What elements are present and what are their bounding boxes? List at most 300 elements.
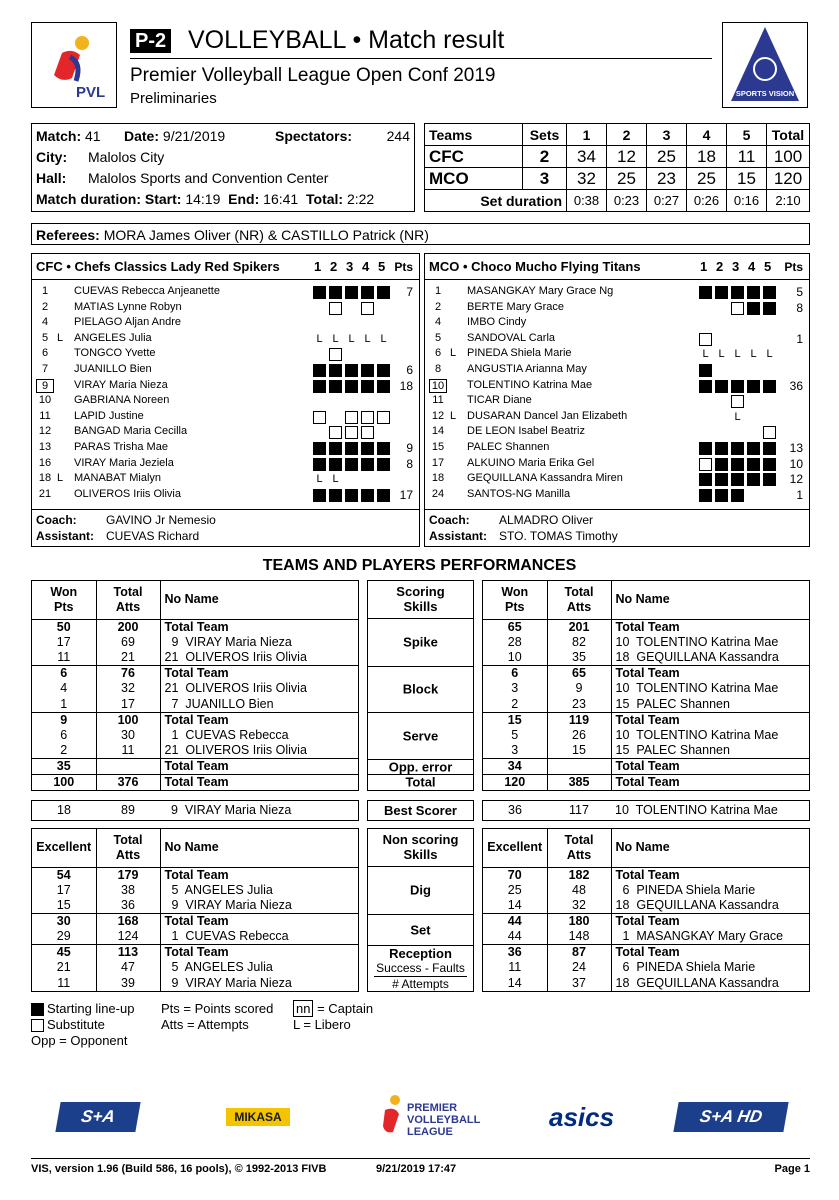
perf-won: 50	[32, 619, 96, 635]
libero-set-marker: L	[316, 332, 323, 345]
substitute-icon	[329, 348, 342, 361]
coach-label: Coach:	[36, 513, 77, 527]
player-number: 17	[431, 456, 445, 469]
perf-total: 100	[96, 712, 160, 728]
skill-name: Reception	[389, 945, 452, 961]
libero-set-marker: L	[718, 348, 725, 361]
libero-set-marker: L	[734, 348, 741, 361]
perf-row	[32, 976, 358, 992]
perf-player: 5 ANGELES Julia	[164, 882, 273, 897]
best-scorer-cell: 89	[121, 803, 135, 817]
perf-player: 5 ANGELES Julia	[164, 960, 273, 975]
score-cfc-set4: 18	[687, 146, 727, 168]
player-name: BERTE Mary Grace	[467, 300, 564, 313]
starting-lineup-icon	[377, 380, 390, 393]
pvl-logo	[31, 22, 117, 108]
skill-name: Set	[410, 922, 431, 937]
substitute-icon	[731, 302, 744, 315]
libero-set-marker: L	[316, 473, 323, 486]
score-head-set4: 4	[687, 124, 727, 146]
player-name: CUEVAS Rebecca Anjeanette	[74, 285, 220, 297]
total-duration: 2:10	[767, 190, 810, 212]
set1-duration: 0:38	[567, 190, 607, 212]
starting-lineup-icon	[345, 458, 358, 471]
perf-total: 35	[547, 650, 611, 666]
perf-row	[32, 635, 358, 651]
perf-total: 113	[96, 945, 160, 961]
perf-header-cell: No Name	[160, 581, 358, 619]
player-name: MANABAT Mialyn	[74, 472, 162, 485]
player-number: 21	[38, 487, 52, 500]
player-name: PINEDA Shiela Marie	[467, 347, 572, 360]
perf-won: 25	[483, 883, 547, 899]
sponsor-asics-logo: asics	[549, 1102, 615, 1132]
perf-total	[96, 759, 160, 775]
team-name: CFC • Chefs Classics Lady Red Spikers	[36, 259, 280, 274]
perf-player: Total Team	[615, 619, 680, 634]
perf-total: 48	[547, 883, 611, 899]
referees-bar	[31, 223, 810, 245]
starting-lineup-icon	[313, 489, 326, 502]
substitute-icon	[763, 426, 776, 439]
player-name: SANTOS-NG Manilla	[467, 487, 571, 500]
player-name: DE LEON Isabel Beatriz	[467, 425, 585, 438]
player-points: 36	[789, 378, 803, 393]
starting-lineup-icon	[361, 286, 374, 299]
coach-rule	[32, 509, 419, 510]
coach-rule	[425, 509, 809, 510]
perf-total: 385	[547, 775, 611, 791]
skill-name: Block	[402, 681, 439, 697]
player-number: 14	[431, 425, 445, 438]
referees-label: Referees:	[36, 227, 100, 243]
perf-won: 100	[32, 775, 96, 791]
perf-row	[483, 867, 809, 883]
player-name: GEQUILLANA Kassandra Miren	[467, 472, 623, 485]
perf-row	[32, 883, 358, 899]
libero-marker: L	[450, 347, 457, 360]
match-date-row: Date: 9/21/2019	[124, 128, 226, 144]
score-cfc-set5: 11	[727, 146, 767, 168]
perf-header-cell: Total Atts	[96, 581, 160, 619]
starting-lineup-icon	[361, 458, 374, 471]
player-points: 1	[796, 487, 803, 502]
starting-lineup-icon	[313, 380, 326, 393]
score-sets-cfc: 2	[523, 146, 567, 168]
skills-column	[367, 580, 474, 791]
perf-row	[32, 898, 358, 914]
perf-total: 11	[96, 743, 160, 759]
perf-header-cell: No Name	[611, 581, 809, 619]
perf-player: Total Team	[615, 867, 680, 882]
perf-player: 18 GEQUILLANA Kassandra	[615, 898, 779, 912]
perf-total: 17	[96, 697, 160, 713]
starting-lineup-icon	[747, 458, 760, 471]
player-number: 2	[434, 300, 442, 313]
perf-total: 26	[547, 728, 611, 744]
legend-captain: = Captain	[317, 1001, 374, 1016]
perf-won: 120	[483, 775, 547, 791]
player-number: 10	[38, 394, 52, 407]
perf-header-cell: Total Atts	[96, 829, 160, 867]
player-points: 6	[406, 363, 413, 377]
player-number: 2	[41, 300, 49, 313]
perf-won: 65	[483, 619, 547, 635]
perf-won: 45	[32, 945, 96, 961]
perf-row	[32, 728, 358, 744]
starting-lineup-icon	[329, 489, 342, 502]
starting-lineup-icon	[715, 458, 728, 471]
perf-total: 87	[547, 945, 611, 961]
perf-row	[32, 929, 358, 945]
score-head-set3: 3	[647, 124, 687, 146]
score-mco-set3: 23	[647, 168, 687, 190]
starting-lineup-icon	[377, 442, 390, 455]
perf-total: 376	[96, 775, 160, 791]
perf-won: 44	[483, 914, 547, 930]
doc-code: P-2	[130, 29, 171, 53]
legend-libero: L = Libero	[293, 1017, 351, 1032]
perf-won: 21	[32, 960, 96, 976]
player-name: PALEC Shannen	[467, 441, 550, 453]
perf-player: 9 VIRAY Maria Nieza	[164, 975, 292, 990]
starting-lineup-icon	[329, 286, 342, 299]
starting-lineup-icon	[747, 442, 760, 455]
player-points: 1	[796, 331, 803, 346]
set-col-header: 4	[362, 259, 370, 274]
substitute-icon	[31, 1019, 44, 1032]
player-number: 9	[36, 379, 54, 393]
skill-subtitle: # Attempts	[392, 976, 449, 991]
best-scorer-left	[31, 800, 359, 821]
perf-player: 9 VIRAY Maria Nieza	[164, 634, 292, 649]
city-label: City:	[36, 149, 68, 165]
substitute-icon	[329, 302, 342, 315]
player-number: 8	[434, 363, 442, 375]
starting-lineup-icon	[731, 442, 744, 455]
starting-lineup-icon	[329, 458, 342, 471]
perf-row	[32, 697, 358, 713]
starting-lineup-icon	[329, 380, 342, 393]
player-number: 18	[38, 472, 52, 485]
score-mco-set4: 25	[687, 168, 727, 190]
perf-row	[483, 743, 809, 759]
substitute-icon	[345, 411, 358, 424]
coach-name: GAVINO Jr Nemesio	[106, 513, 216, 527]
libero-set-marker: L	[766, 348, 773, 361]
perf-row	[483, 712, 809, 728]
player-name: PARAS Trisha Mae	[74, 441, 168, 453]
best-scorer-cell: 18	[57, 803, 71, 817]
title-rule	[130, 58, 712, 59]
player-name: ANGELES Julia	[74, 331, 152, 344]
perf-player: Total Team	[160, 914, 358, 930]
starting-lineup-icon	[699, 380, 712, 393]
player-name: JUANILLO Bien	[74, 363, 152, 375]
player-number: 1	[41, 285, 49, 297]
starting-lineup-icon	[329, 364, 342, 377]
player-name: BANGAD Maria Cecilla	[74, 425, 188, 438]
skill-cell	[368, 945, 473, 992]
footer-timestamp: 9/21/2019 17:47	[376, 1163, 457, 1175]
match-duration-row: Match duration: Start: 14:19 End: 16:41 Total: 2:22	[36, 191, 375, 207]
player-number: 6	[434, 347, 442, 360]
perf-won: 11	[32, 650, 96, 666]
perf-player: 10 TOLENTINO Katrina Mae	[615, 681, 779, 696]
perf-header-cell: Excellent	[483, 829, 547, 867]
legend-atts: Atts = Attempts	[161, 1017, 249, 1032]
perf-total: 200	[96, 619, 160, 635]
match-info-panel	[31, 123, 415, 212]
perf-player: 10 TOLENTINO Katrina Mae	[615, 634, 779, 649]
perf-row	[483, 666, 809, 682]
right-performance-table	[482, 828, 810, 992]
starting-lineup-icon	[345, 286, 358, 299]
assistant-label: Assistant:	[36, 529, 95, 543]
perf-header-cell: Won Pts	[483, 581, 547, 619]
score-mco-set5: 15	[727, 168, 767, 190]
perf-total: 82	[547, 635, 611, 651]
skill-cell	[368, 774, 473, 790]
legend-opp: Opp = Opponent	[31, 1033, 128, 1048]
perf-won: 6	[483, 666, 547, 682]
starting-lineup-icon	[699, 286, 712, 299]
player-number: 6	[41, 347, 49, 360]
starting-lineup-icon	[747, 286, 760, 299]
set4-duration: 0:26	[687, 190, 727, 212]
perf-player: 7 JUANILLO Bien	[164, 696, 274, 711]
set2-duration: 0:23	[607, 190, 647, 212]
footer-rule	[31, 1158, 810, 1159]
perf-won: 30	[32, 914, 96, 930]
score-table	[424, 123, 810, 212]
player-points: 5	[796, 285, 803, 299]
perf-won: 4	[32, 681, 96, 697]
player-number: 7	[41, 363, 49, 375]
perf-row	[483, 619, 809, 635]
perf-won: 28	[483, 635, 547, 651]
player-name: LAPID Justine	[74, 409, 144, 422]
perf-player: 6 PINEDA Shiela Marie	[615, 882, 756, 897]
substitute-icon	[361, 302, 374, 315]
sponsor-sa-logo: S+A	[55, 1102, 140, 1132]
perf-row	[32, 681, 358, 697]
starting-lineup-icon	[345, 489, 358, 502]
perf-row	[32, 759, 358, 775]
starting-lineup-icon	[699, 489, 712, 502]
perf-won: 44	[483, 929, 547, 945]
perf-row	[32, 743, 358, 759]
perf-won: 6	[32, 666, 96, 682]
libero-set-marker: L	[702, 348, 709, 361]
perf-header-cell: No Name	[160, 829, 358, 867]
player-name: ANGUSTIA Arianna May	[467, 363, 587, 375]
player-number: 12	[38, 425, 52, 438]
perf-won: 2	[483, 697, 547, 713]
perf-row	[483, 960, 809, 976]
starting-lineup-icon	[763, 442, 776, 455]
perf-won: 14	[483, 976, 547, 992]
perf-header-cell: Excellent	[32, 829, 96, 867]
player-number: 10	[429, 379, 447, 393]
perf-player: Total Team	[611, 775, 809, 791]
pvl-logo-graphic	[32, 23, 116, 107]
perf-won: 70	[483, 867, 547, 883]
score-sets-mco: 3	[523, 168, 567, 190]
set-col-header: 4	[748, 259, 756, 274]
set-col-header: 5	[378, 259, 386, 274]
starting-lineup-icon	[763, 458, 776, 471]
starting-lineup-icon	[313, 364, 326, 377]
starting-lineup-icon	[699, 473, 712, 486]
match-number-row: Match: 41	[36, 128, 101, 144]
sponsor-mikasa-logo: MIKASA	[226, 1108, 290, 1126]
assistant-name: STO. TOMAS Timothy	[499, 529, 618, 543]
substitute-icon	[345, 426, 358, 439]
starting-lineup-icon	[731, 458, 744, 471]
perf-total: 65	[547, 666, 611, 682]
perf-total: 24	[547, 960, 611, 976]
player-number: 4	[434, 316, 442, 329]
sports-vision-logo	[722, 22, 808, 108]
legend-substitute: Substitute	[47, 1017, 105, 1032]
starting-lineup-icon	[31, 1003, 44, 1016]
set-col-header: 2	[716, 259, 724, 274]
player-number: 24	[431, 487, 445, 500]
hall-label: Hall:	[36, 170, 67, 186]
starting-lineup-icon	[715, 380, 728, 393]
assistant-label: Assistant:	[429, 529, 488, 543]
starting-lineup-icon	[763, 302, 776, 315]
perf-total: 30	[96, 728, 160, 744]
perf-total	[547, 759, 611, 775]
score-head-set1: 1	[567, 124, 607, 146]
player-name: MATIAS Lynne Robyn	[74, 300, 182, 313]
perf-won: 17	[32, 883, 96, 899]
perf-row	[32, 775, 358, 791]
set-col-header: 1	[700, 259, 708, 274]
substitute-icon	[313, 411, 326, 424]
perf-row	[32, 619, 358, 635]
perf-player: Total Team	[160, 759, 358, 775]
player-name: TOLENTINO Katrina Mae	[467, 378, 593, 391]
perf-won: 29	[32, 929, 96, 945]
perf-total: 23	[547, 697, 611, 713]
player-number: 4	[41, 316, 49, 329]
score-mco-set2: 25	[607, 168, 647, 190]
perf-player: 1 CUEVAS Rebecca	[164, 727, 289, 742]
set-col-header: 2	[330, 259, 338, 274]
starting-lineup-icon	[361, 364, 374, 377]
perf-total: 119	[547, 712, 611, 728]
player-points: 13	[789, 441, 803, 455]
perf-player: Total Team	[611, 914, 809, 930]
perf-row	[32, 914, 358, 930]
player-number: 18	[431, 472, 445, 485]
perf-player: 6 PINEDA Shiela Marie	[615, 960, 756, 975]
perf-total: 38	[96, 883, 160, 899]
perf-player: Total Team	[164, 619, 229, 634]
perf-total: 9	[547, 681, 611, 697]
starting-lineup-icon	[715, 442, 728, 455]
perf-row	[483, 898, 809, 914]
starting-lineup-icon	[747, 302, 760, 315]
coach-name: ALMADRO Oliver	[499, 513, 594, 527]
perf-won: 17	[32, 635, 96, 651]
starting-lineup-icon	[715, 473, 728, 486]
perf-won: 9	[32, 712, 96, 728]
perf-row	[483, 635, 809, 651]
perf-total: 15	[547, 743, 611, 759]
perf-player: Total Team	[160, 666, 358, 682]
left-performance-table	[31, 580, 359, 791]
perf-player: 15 PALEC Shannen	[615, 696, 730, 711]
player-number: 15	[431, 441, 445, 453]
perf-player: Total Team	[160, 945, 358, 961]
spectators-value: 244	[386, 128, 410, 144]
player-name: MASANGKAY Mary Grace Ng	[467, 285, 614, 297]
libero-marker: L	[57, 331, 64, 344]
perf-player: 21 OLIVEROS Iriis Olivia	[164, 681, 307, 696]
player-points: 8	[796, 300, 803, 315]
perf-total: 37	[547, 976, 611, 992]
perf-row	[32, 867, 358, 883]
perf-row	[483, 650, 809, 666]
perf-row	[483, 681, 809, 697]
libero-set-marker: L	[332, 473, 339, 486]
perf-player: 1 CUEVAS Rebecca	[164, 929, 289, 943]
perf-total: 76	[96, 666, 160, 682]
svg-text:PVL: PVL	[76, 84, 106, 101]
sponsor-sa-hd-logo: S+A HD	[673, 1102, 788, 1132]
perf-won: 6	[32, 728, 96, 744]
team-roster-mco	[424, 253, 810, 547]
pvl-small-icon	[381, 1094, 405, 1140]
set-col-header: 1	[314, 259, 322, 274]
perf-total: 168	[96, 914, 160, 930]
substitute-icon	[699, 333, 712, 346]
roster-rule	[425, 279, 809, 280]
perf-player: 10 TOLENTINO Katrina Mae	[615, 727, 779, 742]
perf-player: 15 PALEC Shannen	[615, 743, 730, 757]
perf-total: 148	[547, 929, 611, 945]
starting-lineup-icon	[747, 380, 760, 393]
skill-cell	[368, 619, 473, 666]
player-name: VIRAY Maria Nieza	[74, 378, 168, 391]
perf-header-cell: No Name	[611, 829, 809, 867]
perf-header-cell: Total Atts	[547, 829, 611, 867]
score-mco-set1: 32	[567, 168, 607, 190]
player-number: 12	[431, 409, 445, 422]
score-cfc-set2: 12	[607, 146, 647, 168]
player-number: 13	[38, 441, 52, 453]
perf-won: 3	[483, 743, 547, 759]
player-points: 17	[399, 487, 413, 502]
player-points: 7	[406, 285, 413, 299]
libero-set-marker: L	[332, 332, 339, 345]
performances-title: TEAMS AND PLAYERS PERFORMANCES	[262, 557, 577, 574]
perf-row	[32, 650, 358, 666]
perf-player: Total Team	[160, 775, 358, 791]
perf-won: 34	[483, 759, 547, 775]
player-name: TICAR Diane	[467, 394, 532, 407]
perf-total: 201	[547, 619, 611, 635]
player-points: 12	[789, 472, 803, 487]
perf-won: 54	[32, 867, 96, 883]
substitute-icon	[329, 426, 342, 439]
skill-cell	[368, 712, 473, 759]
starting-lineup-icon	[377, 489, 390, 502]
